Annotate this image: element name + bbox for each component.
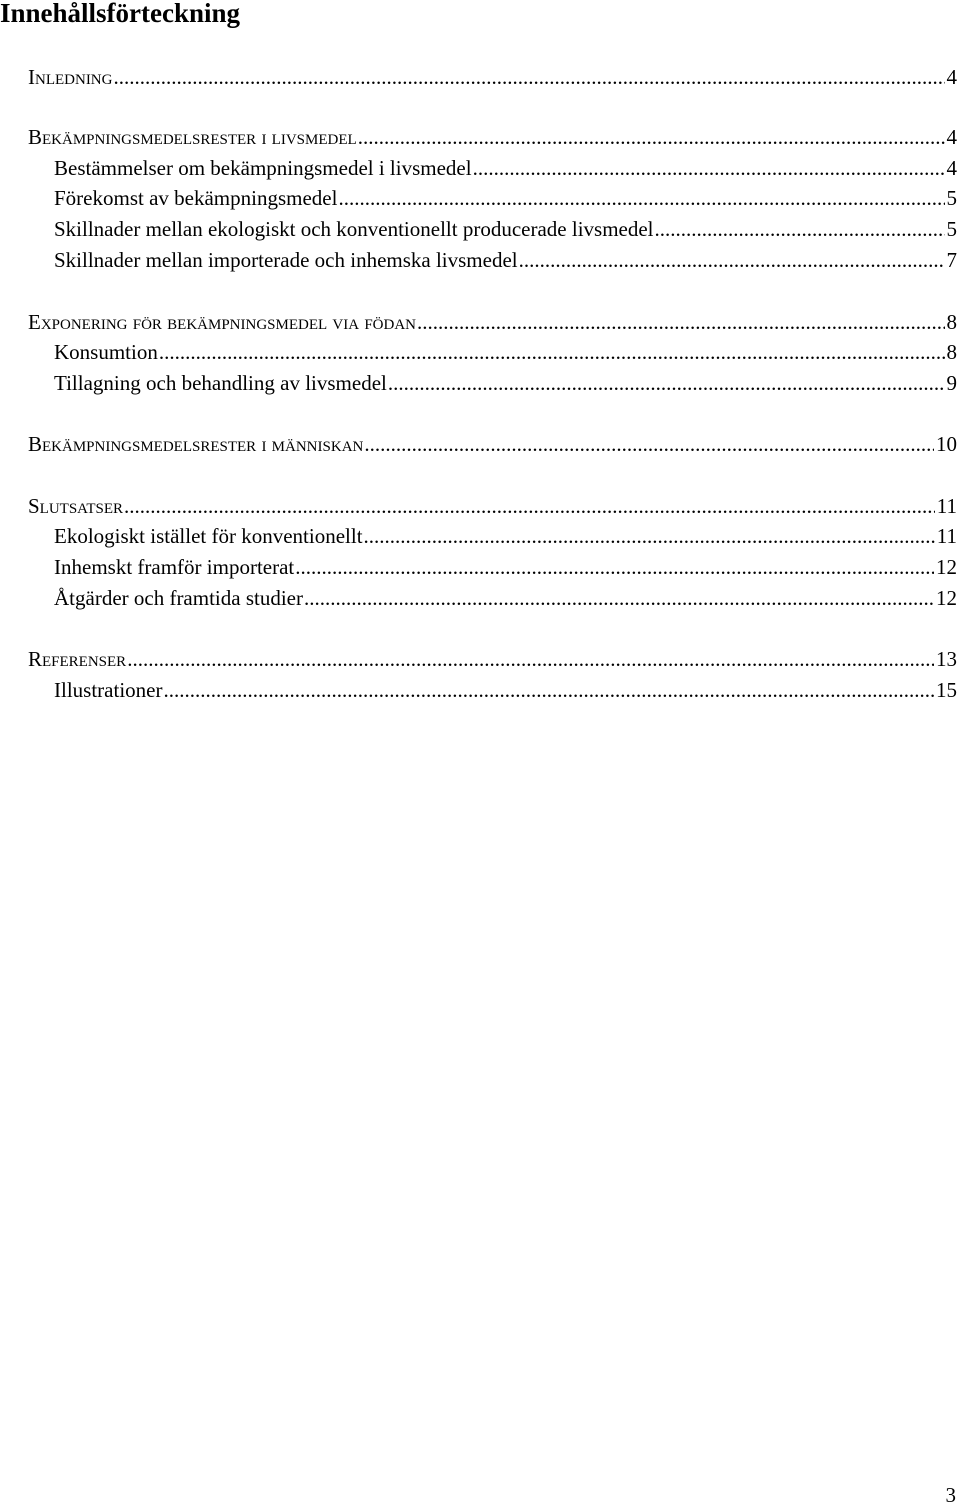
toc-entry-page: 4 xyxy=(946,125,957,149)
dot-leader xyxy=(655,216,945,242)
toc-entry-page: 8 xyxy=(946,310,957,334)
dot-leader xyxy=(163,677,934,703)
toc-entry-label: Skillnader mellan ekologiskt och konventionellt producerade livsmedel xyxy=(54,217,654,241)
toc-entry-label: Referenser xyxy=(28,647,127,671)
toc-entry-label: Förekomst av bekämpningsmedel xyxy=(54,186,338,210)
toc-entry-inledning[interactable] xyxy=(28,64,957,90)
toc-entry-ekologiskt-konventionellt[interactable] xyxy=(54,216,957,242)
toc-entry-importerade-inhemska[interactable] xyxy=(54,247,957,273)
toc-entry-ekologiskt-istallet[interactable] xyxy=(54,523,957,549)
dot-leader xyxy=(124,493,935,519)
toc-entry-label: Illustrationer xyxy=(54,678,163,702)
dot-leader xyxy=(295,554,934,580)
dot-leader xyxy=(304,585,934,611)
toc-entry-label: Konsumtion xyxy=(54,340,158,364)
toc-entry-label: Tillagning och behandling av livsmedel xyxy=(54,371,387,395)
toc-entry-page: 12 xyxy=(936,555,957,579)
toc-entry-page: 4 xyxy=(946,156,957,180)
toc-entry-label: Åtgärder och framtida studier xyxy=(54,586,303,610)
toc-entry-label: Inhemskt framför importerat xyxy=(54,555,295,579)
toc-entry-label: Exponering för bekämpningsmedel via födan xyxy=(28,310,417,334)
dot-leader xyxy=(159,339,945,365)
toc-entry-atgarder[interactable] xyxy=(54,585,957,611)
dot-leader xyxy=(358,124,945,150)
toc-entry-forekomst[interactable] xyxy=(54,185,957,211)
toc-entry-page: 9 xyxy=(946,371,957,395)
toc-entry-label: Inledning xyxy=(28,65,113,89)
toc-entry-page: 4 xyxy=(946,65,957,89)
dot-leader xyxy=(364,431,934,457)
toc-entry-page: 7 xyxy=(946,248,957,272)
toc-entry-page: 11 xyxy=(936,494,957,518)
toc-entry-exponering[interactable] xyxy=(28,309,957,335)
dot-leader xyxy=(127,646,934,672)
dot-leader xyxy=(388,370,945,396)
toc-entry-page: 11 xyxy=(936,524,957,548)
toc-entry-page: 13 xyxy=(936,647,957,671)
toc-entry-page: 5 xyxy=(946,186,957,210)
toc-entry-label: Skillnader mellan importerade och inhemska livsmedel xyxy=(54,248,518,272)
toc-entry-page: 5 xyxy=(946,217,957,241)
toc-entry-bestammelser[interactable] xyxy=(54,155,957,181)
toc-entry-referenser[interactable] xyxy=(28,646,957,672)
toc-entry-page: 8 xyxy=(946,340,957,364)
toc-entry-manniskan[interactable] xyxy=(28,431,957,457)
toc-entry-konsumtion[interactable] xyxy=(54,339,957,365)
dot-leader xyxy=(338,185,944,211)
toc-entry-label: Ekologiskt istället för konventionellt xyxy=(54,524,363,548)
toc-entry-bekampningsmedelsrester-i-livsmedel[interactable] xyxy=(28,124,957,150)
dot-leader xyxy=(113,64,944,90)
toc-entry-tillagning[interactable] xyxy=(54,370,957,396)
toc-entry-page: 15 xyxy=(936,678,957,702)
dot-leader xyxy=(473,155,945,181)
toc-entry-label: Bekämpningsmedelsrester i människan xyxy=(28,432,364,456)
page-title: Innehållsförteckning xyxy=(0,0,241,28)
dot-leader xyxy=(519,247,945,273)
toc-entry-illustrationer[interactable] xyxy=(54,677,957,703)
toc-entry-label: Slutsatser xyxy=(28,494,124,518)
toc-entry-page: 10 xyxy=(936,432,957,456)
toc-entry-inhemskt[interactable] xyxy=(54,554,957,580)
toc-entry-slutsatser[interactable] xyxy=(28,493,957,519)
page-number: 3 xyxy=(945,1483,956,1507)
toc-entry-label: Bestämmelser om bekämpningsmedel i livsmedel xyxy=(54,156,472,180)
toc-entry-label: Bekämpningsmedelsrester i livsmedel xyxy=(28,125,357,149)
dot-leader xyxy=(364,523,935,549)
toc-entry-page: 12 xyxy=(936,586,957,610)
dot-leader xyxy=(417,309,944,335)
